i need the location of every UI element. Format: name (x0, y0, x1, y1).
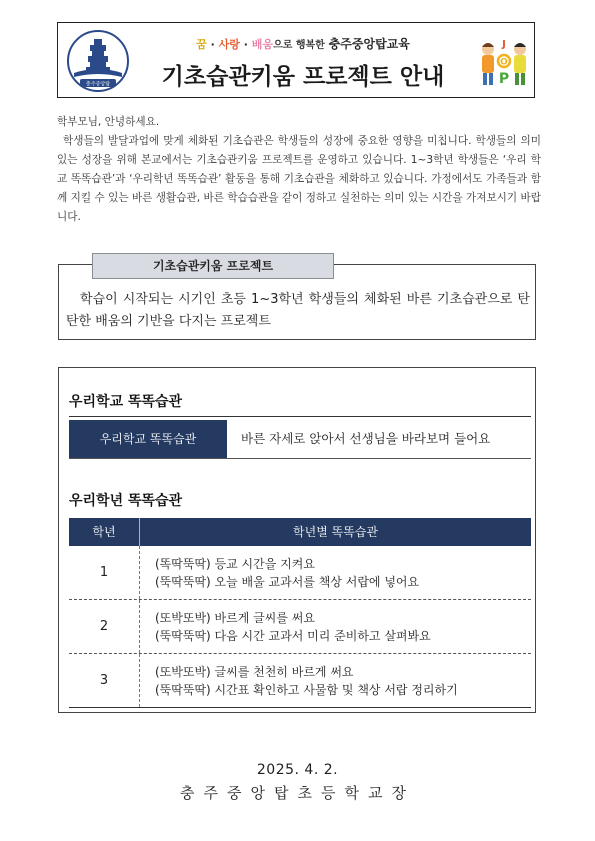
document-date: 2025. 4. 2. (256, 762, 339, 778)
greeting: 학부모님, 안녕하세요. (57, 116, 160, 128)
habit-cell (155, 609, 431, 645)
slogan-separator: · (243, 38, 248, 51)
slogan (168, 35, 438, 52)
grade-cell: 3 (69, 654, 140, 707)
school-habit-row (69, 420, 531, 459)
signer-name: 충주중앙탑초등학교장 (180, 784, 415, 802)
habit-line: (똑딱뚝딱) 등교 시간을 지켜요 (155, 557, 315, 571)
grade-habit-heading: 우리학년 똑똑습관 (69, 493, 183, 509)
slogan-middle: 으로 행복한 (273, 40, 325, 51)
kids-letter-o: O (500, 57, 508, 68)
table-header (69, 518, 531, 546)
slogan-word-love: 사랑 (218, 38, 240, 51)
school-habit-value: 바른 자세로 앉아서 선생님을 바라보며 들어요 (241, 431, 491, 446)
table-row (69, 546, 531, 600)
habit-cell (155, 663, 458, 699)
habit-cell (155, 555, 419, 591)
header-box (57, 22, 535, 98)
habit-line: (뚝딱뚝딱) 오늘 배울 교과서를 책상 서랍에 넣어요 (155, 575, 420, 589)
slogan-word-dream: 꿈 (196, 38, 207, 51)
kids-letter-j: J (502, 39, 506, 50)
kids-illustration-icon (476, 33, 532, 93)
school-habit-heading: 우리학교 똑똑습관 (69, 394, 183, 410)
grade-habit-table (69, 518, 531, 708)
school-logo-icon (66, 29, 130, 93)
table-row (69, 600, 531, 654)
col-habit-header: 학년별 똑똑습관 (293, 525, 378, 539)
habit-line: (또박또박) 글씨를 천천히 바르게 써요 (155, 665, 354, 679)
project-description (66, 289, 530, 333)
school-habit-label: 우리학교 똑똑습관 (69, 420, 227, 458)
school-habit-rule (69, 416, 531, 417)
slogan-separator: · (210, 38, 215, 51)
slogan-word-learning: 배움 (251, 38, 274, 51)
col-grade-header: 학년 (69, 518, 140, 546)
habit-line: (뚝딱뚝딱) 시간표 확인하고 사물함 및 책상 서랍 정리하기 (155, 683, 458, 697)
habit-line: (또박또박) 바르게 글씨를 써요 (155, 611, 315, 625)
project-desc-text: 학습이 시작되는 시기인 초등 1~3학년 학생들의 체화된 바른 기초습관으로 탄탄한 배움의 기반을 다지는 프로젝트 (66, 292, 530, 329)
habit-line: (뚝딱뚝딱) 다음 시간 교과서 미리 준비하고 살펴봐요 (155, 629, 431, 643)
grade-cell: 1 (69, 546, 140, 599)
intro-text (57, 113, 541, 227)
logo-caption: 충주중앙탑 (85, 81, 111, 88)
project-tab-label: 기초습관키움 프로젝트 (92, 253, 334, 279)
kids-letter-p: P (498, 71, 510, 87)
slogan-school: 충주중앙탑교육 (328, 37, 410, 51)
page-title: 기초습관키움 프로젝트 안내 (161, 64, 445, 90)
table-row (69, 654, 531, 708)
intro-body: 학생들의 발달과업에 맞게 체화된 기초습관은 학생들의 성장에 중요한 영향을 미칩니다. 학생들의 의미 있는 성장을 위해 본교에서는 기초습관키움 프로젝트를 운영하고 있습니다. 1~3학년 학생들은 ‘우리 학교 똑똑습관’과 ‘우리학년 똑똑습관’ 활동을 통해 기초습관을 체화하고 있습니다. 가정에서도 가족들과 함께 지킬 수 있는 바른 생활습관, 바른 학습습관을 같이 정하고 실천하는 의미 있는 시간을 가져보시기 바랍니다. (57, 135, 541, 223)
grade-cell: 2 (69, 600, 140, 653)
